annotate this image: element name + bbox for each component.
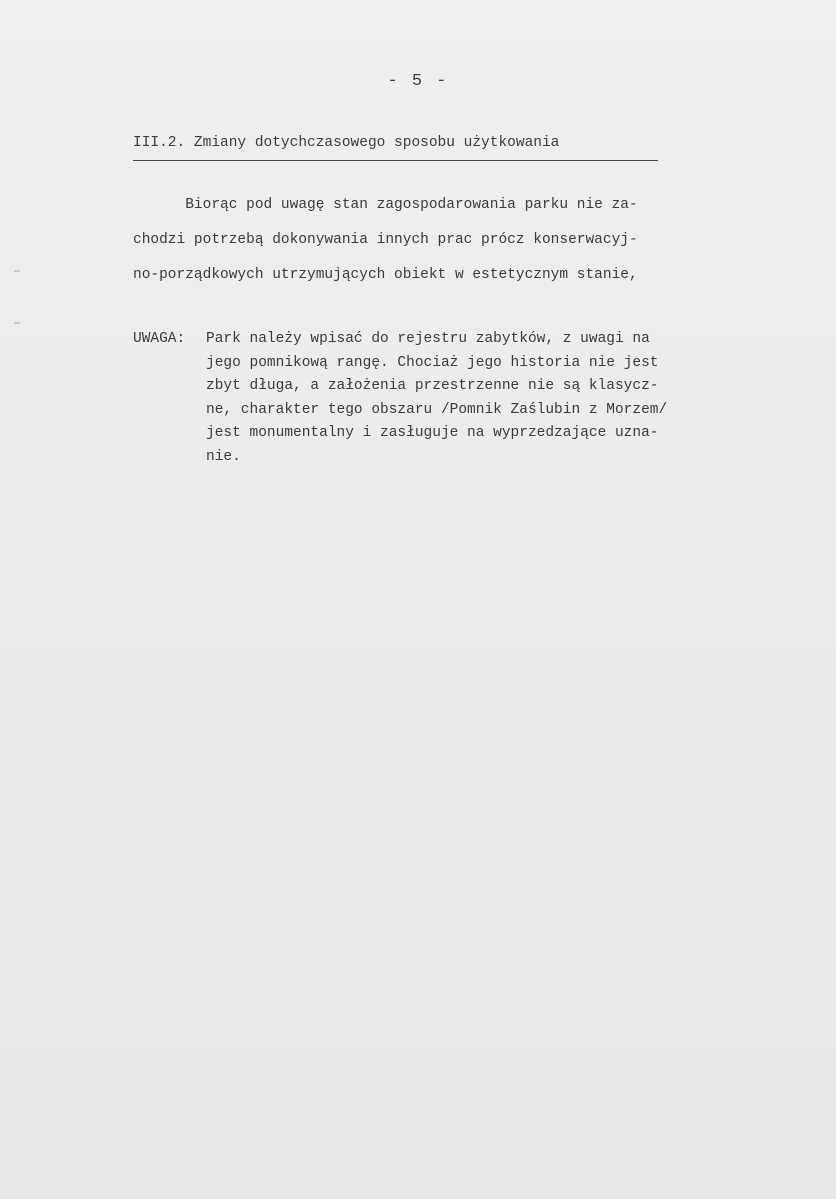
note-line: zbyt długa, a założenia przestrzenne nie są klasycz-	[206, 378, 659, 394]
note-line: ne, charakter tego obszaru /Pomnik Zaślubin z Morzem/	[206, 401, 668, 418]
section-paragraph	[133, 188, 753, 293]
note-body	[206, 328, 766, 469]
paragraph-line: chodzi potrzebą dokonywania innych prac prócz konserwacyj-	[133, 232, 638, 248]
note-label: UWAGA:	[133, 331, 186, 347]
paragraph-line: Biorąc pod uwagę stan zagospodarowania parku nie za-	[133, 197, 638, 213]
heading-underline	[133, 160, 658, 161]
paragraph-line: no-porządkowych utrzymujących obiekt w estetycznym stanie,	[133, 267, 638, 283]
page-number: - 5 -	[387, 72, 449, 91]
scan-edge-mark	[14, 322, 20, 324]
note-line: jego pomnikową rangę. Chociaż jego historia nie jest	[206, 354, 659, 371]
scan-edge-mark	[14, 270, 20, 272]
note-line: Park należy wpisać do rejestru zabytków, z uwagi na	[206, 331, 650, 347]
note-line: nie.	[206, 448, 241, 465]
note-line: jest monumentalny i zasługuje na wyprzedzające uzna-	[206, 425, 659, 441]
section-heading: III.2. Zmiany dotychczasowego sposobu użytkowania	[133, 135, 560, 151]
